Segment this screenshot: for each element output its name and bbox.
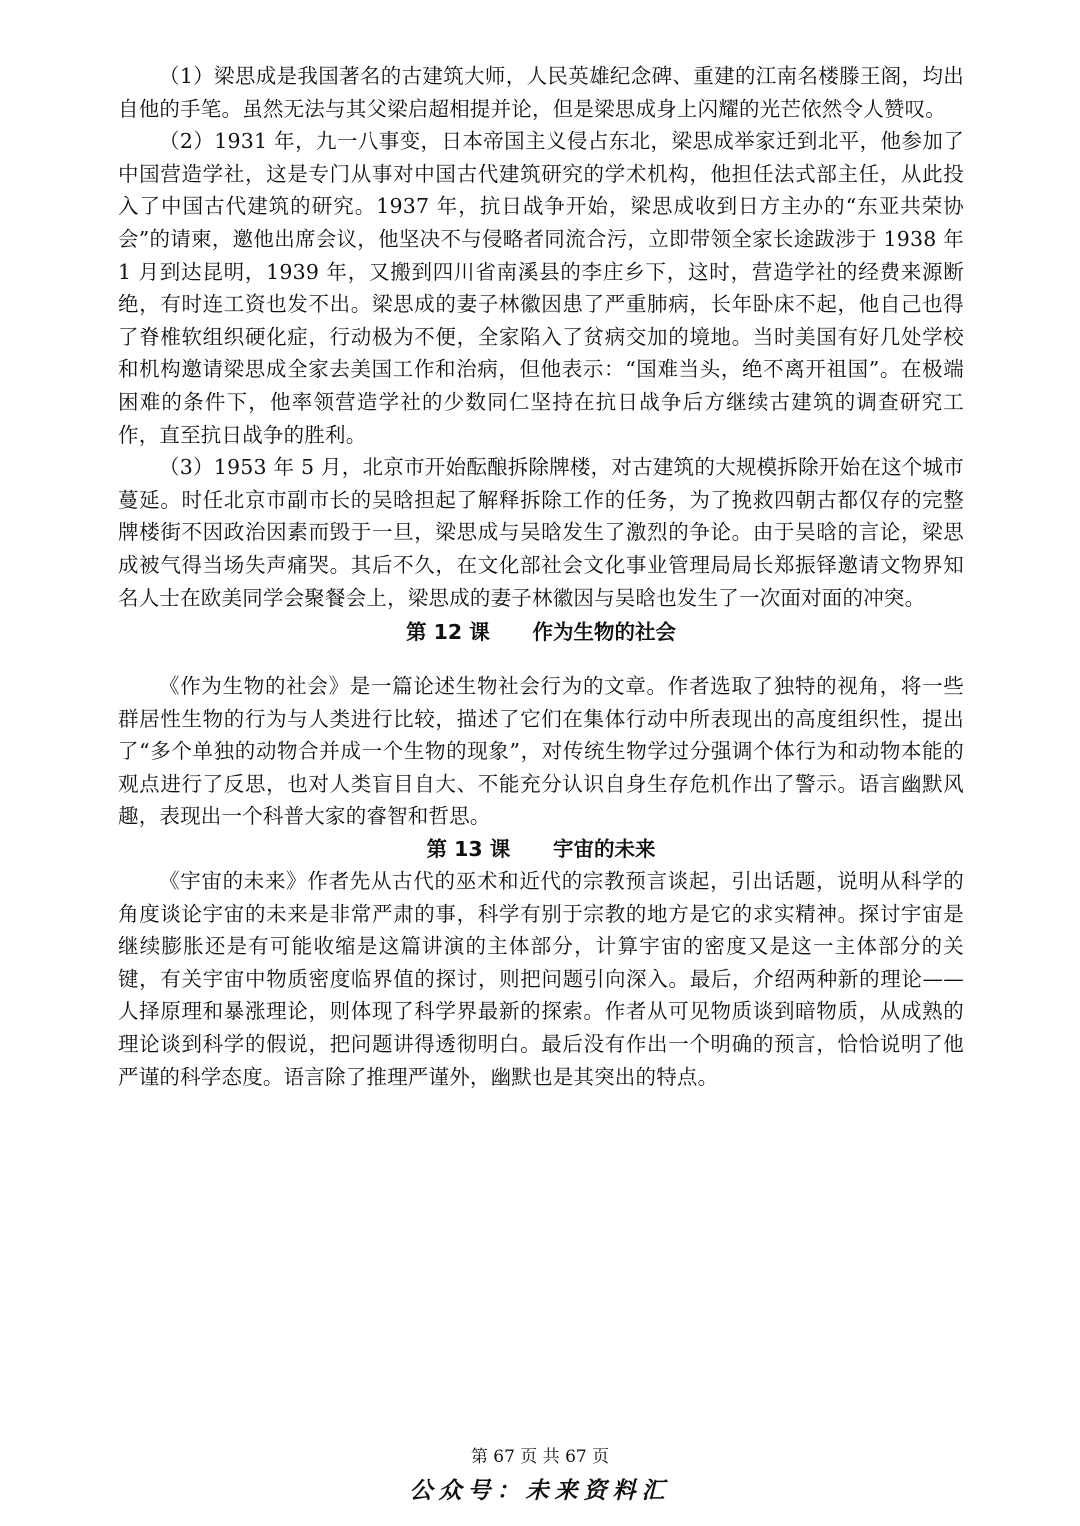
- lesson-12-title: 第 12 课 作为生物的社会: [405, 620, 677, 645]
- lesson-12-paragraph: 《作为生物的社会》是一篇论述生物社会行为的文章。作者选取了独特的视角，将一些群居性生物的行为与人类进行比较，描述了它们在集体行动中所表现出的高度组织性，提出了“多个单独的动物合并成一个生物的现象”，对传统生物学过分强调个体行为和动物本能的观点进行了反思，也对人类盲目自大、不能充分认识自身生存危机作出了警示。语言幽默风趣，表现出一个科普大家的睿智和哲思。: [118, 674, 964, 829]
- lesson-13-paragraph: 《宇宙的未来》作者先从古代的巫术和近代的宗教预言谈起，引出话题，说明从科学的角度谈论宇宙的未来是非常严肃的事，科学有别于宗教的地方是它的求实精神。探讨宇宙是继续膨胀还是有可能收缩是这篇讲演的主体部分，计算宇宙的密度又是这一主体部分的关键，有关宇宙中物质密度临界值的探讨，则把问题引向深入。最后，介绍两种新的理论——人择原理和暴涨理论，则体现了科学界最新的探索。作者从可见物质谈到暗物质，从成熟的理论谈到科学的假说，把问题讲得透彻明白。最后没有作出一个明确的预言，恰恰说明了他严谨的科学态度。语言除了推理严谨外，幽默也是其突出的特点。: [118, 869, 964, 1089]
- page-number: 第 67 页 共 67 页: [470, 1447, 610, 1467]
- watermark-text: 公众号：未来资料汇: [409, 1477, 671, 1504]
- paragraph-liang-2: （2）1931 年，九一八事变，日本帝国主义侵占东北，梁思成举家迁到北平，他参加了中国营造学社，这是专门从事对中国古代建筑研究的学术机构，他担任法式部主任，从此投入了中国古代建筑的研究。1937 年，抗日战争开始，梁思成收到日方主办的“东亚共荣协会”的请柬，邀他出席会议，他坚决不与侵略者同流合污，立即带领全家长途跋涉于 1938 年 1 月到达昆明，1939 年，又搬到四川省南溪县的李庄乡下，这时，营造学社的经费来源断绝，有时连工资也发不出。梁思成的妻子林徽因患了严重肺病，长年卧床不起，他自己也得了脊椎软组织硬化症，行动极为不便，全家陷入了贫病交加的境地。当时美国有好几处学校和机构邀请梁思成全家去美国工作和治病，但他表示：“国难当头，绝不离开祖国”。在极端困难的条件下，他率领营造学社的少数同仁坚持在抗日战争后方继续古建筑的调查研究工作，直至抗日战争的胜利。: [118, 129, 964, 447]
- lesson-13-title: 第 13 课 宇宙的未来: [426, 837, 656, 862]
- document-page: [118, 60, 964, 1093]
- paragraph-liang-1: （1）梁思成是我国著名的古建筑大师，人民英雄纪念碑、重建的江南名楼滕王阁，均出自他的手笔。虽然无法与其父梁启超相提并论，但是梁思成身上闪耀的光芒依然令人赞叹。: [118, 64, 964, 121]
- paragraph-liang-3: （3）1953 年 5 月，北京市开始酝酿拆除牌楼，对古建筑的大规模拆除开始在这个城市蔓延。时任北京市副市长的吴晗担起了解释拆除工作的任务，为了挽救四朝古都仅存的完整牌楼街不因政治因素而毁于一旦，梁思成与吴晗发生了激烈的争论。由于吴晗的言论，梁思成被气得当场失声痛哭。其后不久，在文化部社会文化事业管理局局长郑振铎邀请文物界知名人士在欧美同学会聚餐会上，梁思成的妻子林徽因与吴晗也发生了一次面对面的冲突。: [118, 455, 964, 610]
